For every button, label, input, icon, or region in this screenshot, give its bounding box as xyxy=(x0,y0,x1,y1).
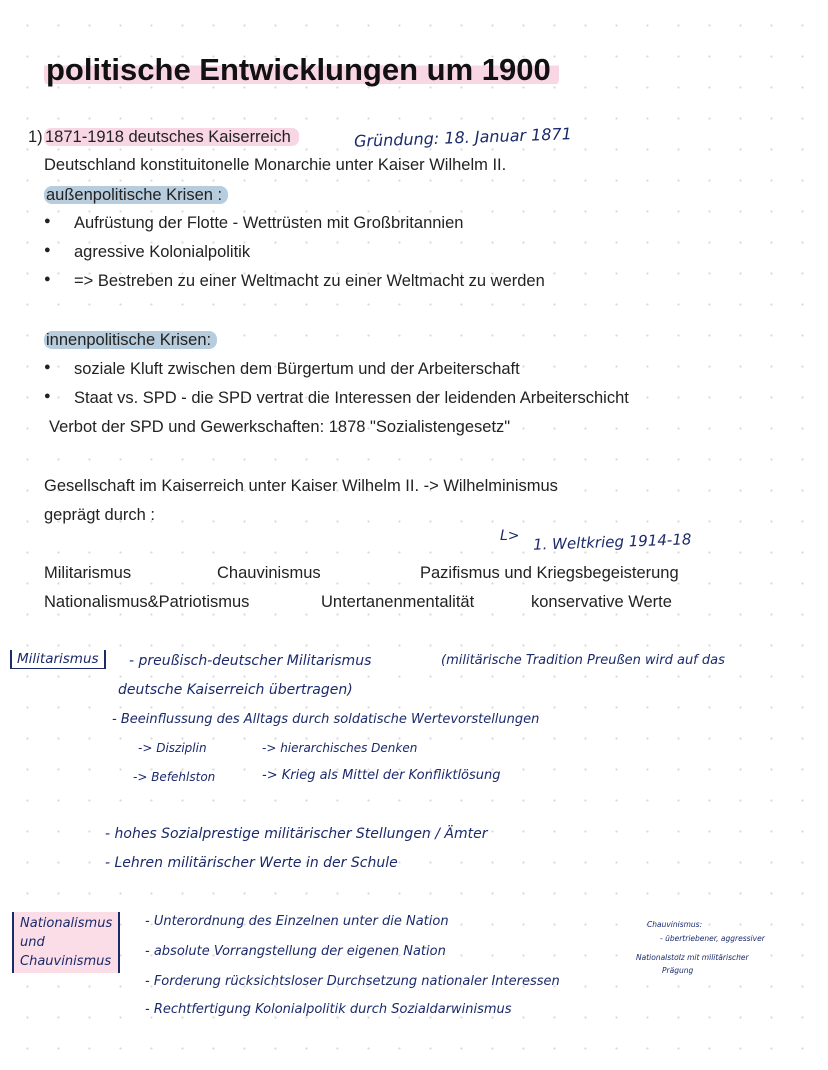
list-item: ● agressive Kolonialpolitik xyxy=(74,243,250,262)
mil-line4: - hohes Sozialprestige militärischer Stellungen / Ämter xyxy=(105,826,488,842)
shaped-by: geprägt durch : xyxy=(44,506,155,524)
label-line: und xyxy=(20,935,45,950)
militarismus-label: Militarismus xyxy=(17,651,99,667)
list-item: ● => Bestreben zu einer Weltmacht zu einer Weltmacht zu werden xyxy=(74,272,545,291)
term: konservative Werte xyxy=(531,593,672,611)
nat-line: - Rechtfertigung Kolonialpolitik durch Sozialdarwinismus xyxy=(145,1002,512,1017)
founding-note: Gründung: 18. Januar 1871 xyxy=(353,124,573,151)
mil-line1-paren: (militärische Tradition Preußen wird auf das xyxy=(441,653,725,668)
domestic-heading: innenpolitische Krisen: xyxy=(44,331,217,350)
mil-sub: -> Befehlston xyxy=(133,770,216,784)
list-item: ● Staat vs. SPD - die SPD vertrat die Interessen der leidenden Arbeiterschicht xyxy=(74,389,629,408)
section-heading: 1871-1918 deutsches Kaiserreich xyxy=(44,128,299,147)
nat-line: - absolute Vorrangstellung der eigenen Nation xyxy=(145,944,446,959)
side-note: Prägung xyxy=(662,966,694,975)
term: Nationalismus&Patriotismus xyxy=(44,593,250,611)
nat-line: - Forderung rücksichtsloser Durchsetzung nationaler Interessen xyxy=(145,974,560,989)
mil-line2: deutsche Kaiserreich übertragen) xyxy=(118,682,353,698)
militarismus-label-box xyxy=(10,650,106,669)
side-note: - übertriebener, aggressiver xyxy=(660,934,765,943)
label-line: Chauvinismus xyxy=(20,954,112,969)
nat-line: - Unterordnung des Einzelnen unter die Nation xyxy=(145,914,449,929)
mil-line5: - Lehren militärischer Werte in der Schule xyxy=(105,855,398,871)
ban-line: Verbot der SPD und Gewerkschaften: 1878 "Sozialistengesetz" xyxy=(49,418,511,436)
mil-sub: -> Krieg als Mittel der Konfliktlösung xyxy=(262,768,501,783)
society-line: Gesellschaft im Kaiserreich unter Kaiser Wilhelm II. -> Wilhelminismus xyxy=(44,477,558,495)
side-note: Nationalstolz mit militärischer xyxy=(636,953,749,962)
term: Pazifismus und Kriegsbegeisterung xyxy=(420,564,679,582)
foreign-heading: außenpolitische Krisen : xyxy=(44,186,228,205)
ww1-note: 1. Weltkrieg 1914-18 xyxy=(532,530,692,554)
mil-sub: -> Disziplin xyxy=(138,741,207,755)
term: Untertanenmentalität xyxy=(321,593,475,611)
ww1-arrow: L> xyxy=(500,528,520,544)
mil-sub: -> hierarchisches Denken xyxy=(262,741,418,755)
nationalismus-label-box xyxy=(12,912,120,973)
list-item: ● Aufrüstung der Flotte - Wettrüsten mit Großbritannien xyxy=(74,214,463,233)
section-number: 1) xyxy=(28,128,43,146)
monarchy-line: Deutschland konstituitonelle Monarchie unter Kaiser Wilhelm II. xyxy=(44,156,507,174)
label-line: Nationalismus xyxy=(20,916,113,931)
mil-line1: - preußisch-deutscher Militarismus xyxy=(129,653,372,669)
mil-line3: - Beeinflussung des Alltags durch soldatische Wertevorstellungen xyxy=(112,712,540,727)
term: Chauvinismus xyxy=(217,564,321,582)
list-item: ● soziale Kluft zwischen dem Bürgertum und der Arbeiterschaft xyxy=(74,360,520,379)
side-note: Chauvinismus: xyxy=(647,920,703,929)
page-title: politische Entwicklungen um 1900 xyxy=(44,52,559,88)
term: Militarismus xyxy=(44,564,132,582)
